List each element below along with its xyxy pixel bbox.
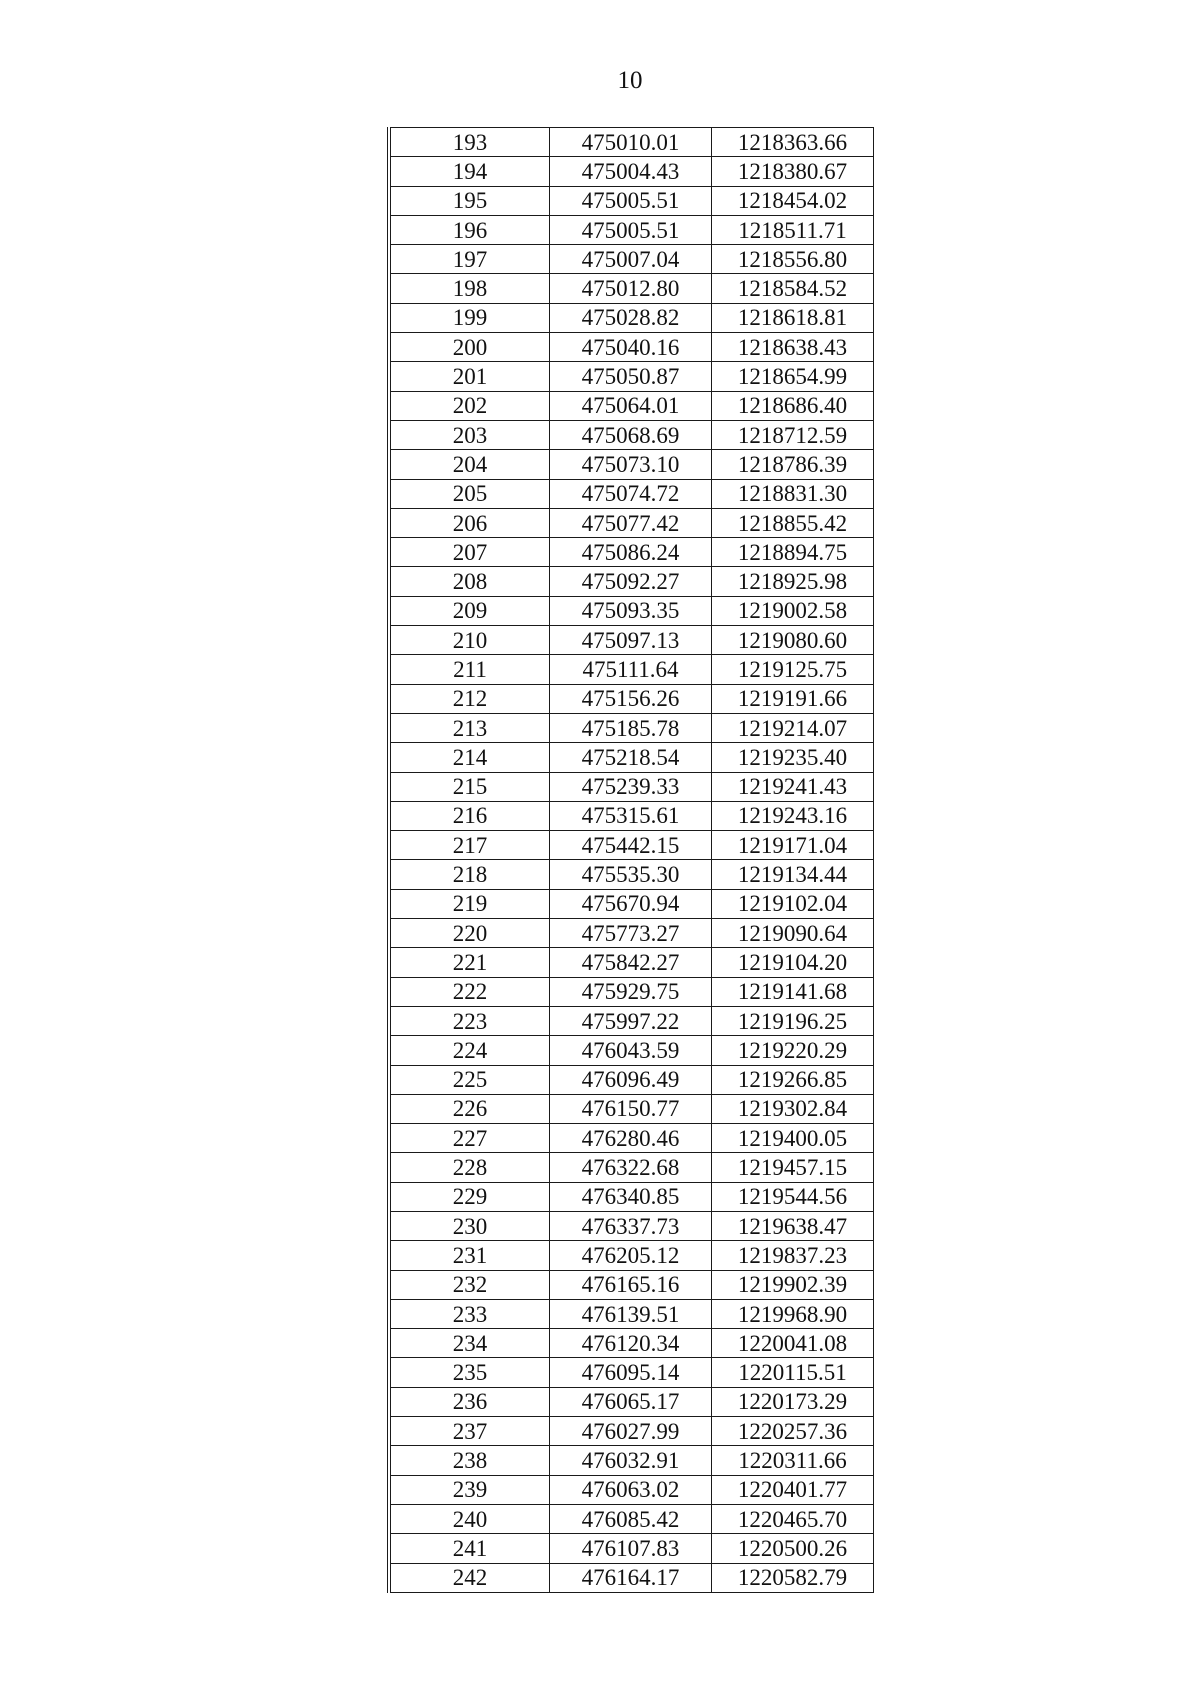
x-coordinate-cell: 475005.51 [550, 186, 712, 215]
y-coordinate-cell: 1220257.36 [712, 1417, 874, 1446]
x-coordinate-cell: 476139.51 [550, 1299, 712, 1328]
coordinates-table-body [389, 128, 874, 1593]
y-coordinate-cell: 1219002.58 [712, 596, 874, 625]
table-row [389, 186, 874, 215]
x-coordinate-cell: 476095.14 [550, 1358, 712, 1387]
table-row [389, 274, 874, 303]
point-number-cell: 195 [389, 186, 550, 215]
x-coordinate-cell: 475218.54 [550, 743, 712, 772]
x-coordinate-cell: 475092.27 [550, 567, 712, 596]
point-number-cell: 217 [389, 831, 550, 860]
point-number-cell: 240 [389, 1504, 550, 1533]
y-coordinate-cell: 1218638.43 [712, 333, 874, 362]
y-coordinate-cell: 1219400.05 [712, 1124, 874, 1153]
y-coordinate-cell: 1219214.07 [712, 713, 874, 742]
y-coordinate-cell: 1218831.30 [712, 479, 874, 508]
x-coordinate-cell: 476322.68 [550, 1153, 712, 1182]
point-number-cell: 234 [389, 1329, 550, 1358]
point-number-cell: 199 [389, 303, 550, 332]
point-number-cell: 207 [389, 538, 550, 567]
point-number-cell: 221 [389, 948, 550, 977]
table-row [389, 333, 874, 362]
point-number-cell: 229 [389, 1182, 550, 1211]
table-row [389, 1504, 874, 1533]
y-coordinate-cell: 1218786.39 [712, 450, 874, 479]
table-row [389, 1358, 874, 1387]
table-row [389, 1387, 874, 1416]
point-number-cell: 220 [389, 919, 550, 948]
x-coordinate-cell: 476164.17 [550, 1563, 712, 1592]
x-coordinate-cell: 476165.16 [550, 1270, 712, 1299]
point-number-cell: 194 [389, 157, 550, 186]
y-coordinate-cell: 1218363.66 [712, 128, 874, 157]
y-coordinate-cell: 1218556.80 [712, 245, 874, 274]
table-row [389, 626, 874, 655]
x-coordinate-cell: 475929.75 [550, 977, 712, 1006]
point-number-cell: 197 [389, 245, 550, 274]
x-coordinate-cell: 475535.30 [550, 860, 712, 889]
table-row [389, 538, 874, 567]
y-coordinate-cell: 1219243.16 [712, 801, 874, 830]
y-coordinate-cell: 1219241.43 [712, 772, 874, 801]
table-row [389, 1211, 874, 1240]
x-coordinate-cell: 476027.99 [550, 1417, 712, 1446]
point-number-cell: 237 [389, 1417, 550, 1446]
x-coordinate-cell: 475156.26 [550, 684, 712, 713]
x-coordinate-cell: 475007.04 [550, 245, 712, 274]
table-row [389, 215, 874, 244]
point-number-cell: 205 [389, 479, 550, 508]
x-coordinate-cell: 475997.22 [550, 1006, 712, 1035]
x-coordinate-cell: 476065.17 [550, 1387, 712, 1416]
x-coordinate-cell: 475077.42 [550, 508, 712, 537]
y-coordinate-cell: 1219837.23 [712, 1241, 874, 1270]
table-row [389, 1329, 874, 1358]
table-row [389, 772, 874, 801]
point-number-cell: 218 [389, 860, 550, 889]
point-number-cell: 210 [389, 626, 550, 655]
y-coordinate-cell: 1220582.79 [712, 1563, 874, 1592]
point-number-cell: 198 [389, 274, 550, 303]
x-coordinate-cell: 475670.94 [550, 889, 712, 918]
table-row [389, 596, 874, 625]
point-number-cell: 226 [389, 1094, 550, 1123]
table-row [389, 128, 874, 157]
y-coordinate-cell: 1220173.29 [712, 1387, 874, 1416]
x-coordinate-cell: 475442.15 [550, 831, 712, 860]
table-row [389, 1241, 874, 1270]
table-row [389, 157, 874, 186]
y-coordinate-cell: 1220500.26 [712, 1534, 874, 1563]
point-number-cell: 225 [389, 1065, 550, 1094]
table-row [389, 479, 874, 508]
y-coordinate-cell: 1218511.71 [712, 215, 874, 244]
point-number-cell: 193 [389, 128, 550, 157]
y-coordinate-cell: 1219266.85 [712, 1065, 874, 1094]
point-number-cell: 236 [389, 1387, 550, 1416]
coordinates-table [387, 127, 874, 1593]
y-coordinate-cell: 1218654.99 [712, 362, 874, 391]
x-coordinate-cell: 476205.12 [550, 1241, 712, 1270]
x-coordinate-cell: 475040.16 [550, 333, 712, 362]
point-number-cell: 209 [389, 596, 550, 625]
table-row [389, 919, 874, 948]
table-row [389, 362, 874, 391]
x-coordinate-cell: 476107.83 [550, 1534, 712, 1563]
table-row [389, 1475, 874, 1504]
point-number-cell: 238 [389, 1446, 550, 1475]
table-row [389, 889, 874, 918]
table-row [389, 508, 874, 537]
point-number-cell: 219 [389, 889, 550, 918]
y-coordinate-cell: 1218855.42 [712, 508, 874, 537]
point-number-cell: 214 [389, 743, 550, 772]
y-coordinate-cell: 1220311.66 [712, 1446, 874, 1475]
table-row [389, 420, 874, 449]
point-number-cell: 203 [389, 420, 550, 449]
point-number-cell: 224 [389, 1036, 550, 1065]
x-coordinate-cell: 476096.49 [550, 1065, 712, 1094]
x-coordinate-cell: 475239.33 [550, 772, 712, 801]
x-coordinate-cell: 475010.01 [550, 128, 712, 157]
table-row [389, 743, 874, 772]
x-coordinate-cell: 475012.80 [550, 274, 712, 303]
point-number-cell: 227 [389, 1124, 550, 1153]
x-coordinate-cell: 476280.46 [550, 1124, 712, 1153]
x-coordinate-cell: 475073.10 [550, 450, 712, 479]
y-coordinate-cell: 1219090.64 [712, 919, 874, 948]
y-coordinate-cell: 1220401.77 [712, 1475, 874, 1504]
point-number-cell: 239 [389, 1475, 550, 1504]
y-coordinate-cell: 1218380.67 [712, 157, 874, 186]
x-coordinate-cell: 475050.87 [550, 362, 712, 391]
table-row [389, 1036, 874, 1065]
y-coordinate-cell: 1219235.40 [712, 743, 874, 772]
point-number-cell: 213 [389, 713, 550, 742]
table-row [389, 977, 874, 1006]
y-coordinate-cell: 1219220.29 [712, 1036, 874, 1065]
x-coordinate-cell: 476063.02 [550, 1475, 712, 1504]
table-row [389, 1094, 874, 1123]
x-coordinate-cell: 475097.13 [550, 626, 712, 655]
point-number-cell: 216 [389, 801, 550, 830]
x-coordinate-cell: 475185.78 [550, 713, 712, 742]
point-number-cell: 233 [389, 1299, 550, 1328]
x-coordinate-cell: 475773.27 [550, 919, 712, 948]
point-number-cell: 211 [389, 655, 550, 684]
table-row [389, 684, 874, 713]
table-row [389, 1299, 874, 1328]
x-coordinate-cell: 475074.72 [550, 479, 712, 508]
table-row [389, 1065, 874, 1094]
y-coordinate-cell: 1219457.15 [712, 1153, 874, 1182]
x-coordinate-cell: 476340.85 [550, 1182, 712, 1211]
point-number-cell: 222 [389, 977, 550, 1006]
point-number-cell: 241 [389, 1534, 550, 1563]
point-number-cell: 201 [389, 362, 550, 391]
point-number-cell: 231 [389, 1241, 550, 1270]
y-coordinate-cell: 1219544.56 [712, 1182, 874, 1211]
table-row [389, 831, 874, 860]
point-number-cell: 235 [389, 1358, 550, 1387]
x-coordinate-cell: 475005.51 [550, 215, 712, 244]
x-coordinate-cell: 475315.61 [550, 801, 712, 830]
table-row [389, 1534, 874, 1563]
x-coordinate-cell: 475028.82 [550, 303, 712, 332]
point-number-cell: 202 [389, 391, 550, 420]
y-coordinate-cell: 1220041.08 [712, 1329, 874, 1358]
y-coordinate-cell: 1219104.20 [712, 948, 874, 977]
y-coordinate-cell: 1218584.52 [712, 274, 874, 303]
x-coordinate-cell: 476337.73 [550, 1211, 712, 1240]
y-coordinate-cell: 1220115.51 [712, 1358, 874, 1387]
point-number-cell: 228 [389, 1153, 550, 1182]
table-row [389, 245, 874, 274]
x-coordinate-cell: 476120.34 [550, 1329, 712, 1358]
y-coordinate-cell: 1219171.04 [712, 831, 874, 860]
y-coordinate-cell: 1219102.04 [712, 889, 874, 918]
y-coordinate-cell: 1219902.39 [712, 1270, 874, 1299]
table-row [389, 655, 874, 684]
x-coordinate-cell: 476032.91 [550, 1446, 712, 1475]
point-number-cell: 212 [389, 684, 550, 713]
point-number-cell: 232 [389, 1270, 550, 1299]
table-row [389, 450, 874, 479]
x-coordinate-cell: 476085.42 [550, 1504, 712, 1533]
x-coordinate-cell: 476043.59 [550, 1036, 712, 1065]
point-number-cell: 204 [389, 450, 550, 479]
x-coordinate-cell: 475111.64 [550, 655, 712, 684]
y-coordinate-cell: 1218618.81 [712, 303, 874, 332]
point-number-cell: 223 [389, 1006, 550, 1035]
y-coordinate-cell: 1219302.84 [712, 1094, 874, 1123]
x-coordinate-cell: 475004.43 [550, 157, 712, 186]
table-row [389, 713, 874, 742]
y-coordinate-cell: 1219125.75 [712, 655, 874, 684]
x-coordinate-cell: 475064.01 [550, 391, 712, 420]
table-row [389, 1153, 874, 1182]
table-row [389, 948, 874, 977]
y-coordinate-cell: 1218712.59 [712, 420, 874, 449]
x-coordinate-cell: 475093.35 [550, 596, 712, 625]
y-coordinate-cell: 1218894.75 [712, 538, 874, 567]
y-coordinate-cell: 1219191.66 [712, 684, 874, 713]
table-row [389, 1006, 874, 1035]
y-coordinate-cell: 1219196.25 [712, 1006, 874, 1035]
x-coordinate-cell: 475842.27 [550, 948, 712, 977]
x-coordinate-cell: 475068.69 [550, 420, 712, 449]
x-coordinate-cell: 475086.24 [550, 538, 712, 567]
table-row [389, 1563, 874, 1592]
y-coordinate-cell: 1218925.98 [712, 567, 874, 596]
point-number-cell: 215 [389, 772, 550, 801]
y-coordinate-cell: 1219134.44 [712, 860, 874, 889]
y-coordinate-cell: 1219638.47 [712, 1211, 874, 1240]
point-number-cell: 200 [389, 333, 550, 362]
page-number: 10 [617, 67, 643, 94]
y-coordinate-cell: 1218454.02 [712, 186, 874, 215]
y-coordinate-cell: 1219080.60 [712, 626, 874, 655]
table-row [389, 1182, 874, 1211]
table-row [389, 801, 874, 830]
table-row [389, 1124, 874, 1153]
table-row [389, 1270, 874, 1299]
table-row [389, 1446, 874, 1475]
table-row [389, 1417, 874, 1446]
x-coordinate-cell: 476150.77 [550, 1094, 712, 1123]
table-row [389, 303, 874, 332]
point-number-cell: 196 [389, 215, 550, 244]
table-row [389, 860, 874, 889]
y-coordinate-cell: 1219968.90 [712, 1299, 874, 1328]
point-number-cell: 230 [389, 1211, 550, 1240]
table-row [389, 567, 874, 596]
y-coordinate-cell: 1219141.68 [712, 977, 874, 1006]
point-number-cell: 208 [389, 567, 550, 596]
point-number-cell: 206 [389, 508, 550, 537]
y-coordinate-cell: 1220465.70 [712, 1504, 874, 1533]
table-row [389, 391, 874, 420]
y-coordinate-cell: 1218686.40 [712, 391, 874, 420]
point-number-cell: 242 [389, 1563, 550, 1592]
